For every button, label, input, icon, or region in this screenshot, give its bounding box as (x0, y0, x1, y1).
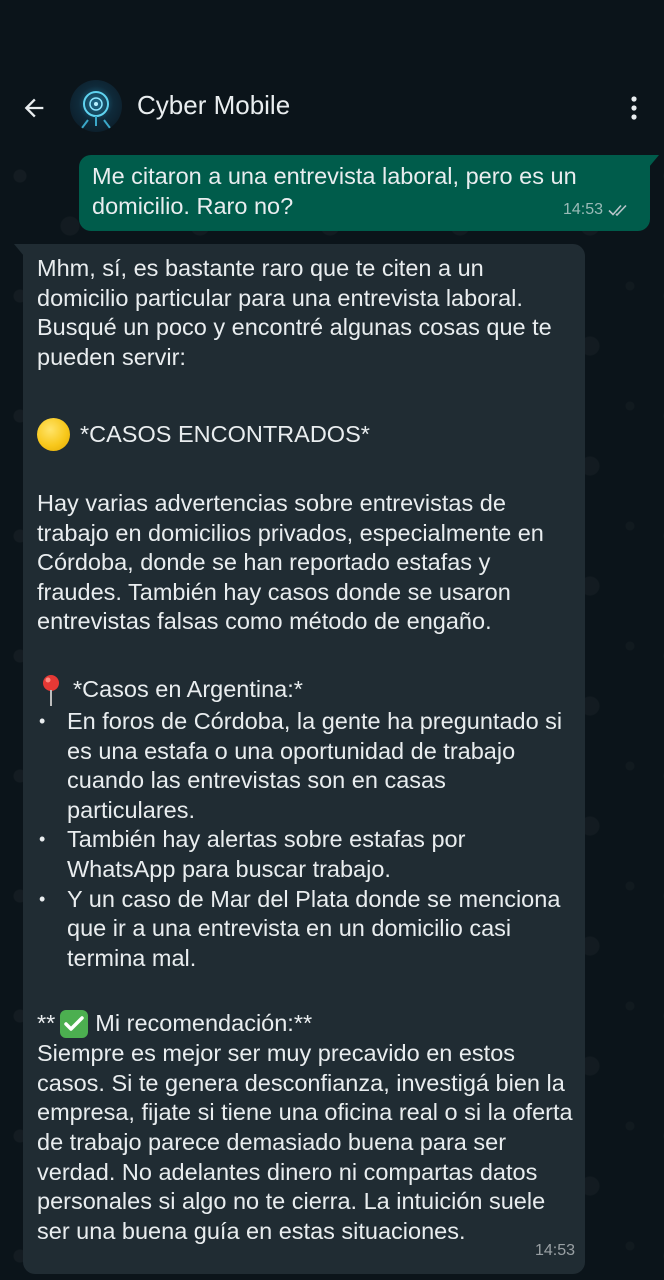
message-time: 14:53 (534, 1242, 575, 1260)
yellow-circle-icon (37, 418, 70, 451)
pushpin-icon (37, 673, 65, 707)
list-item: • En foros de Córdoba, la gente ha preguntado si es una estafa o una oportunidad de trabajo cuando las entrevistas son en casas particulares. (37, 707, 573, 825)
section1-body: Hay varias advertencias sobre entrevistas de trabajo en domicilios privados, especialmente en Córdoba, donde se han reportado estafas y fraudes. También hay casos donde se usaron entrevistas falsas como método de engaño. (37, 489, 544, 635)
section1-title: *CASOS ENCONTRADOS* (80, 420, 370, 447)
contact-name[interactable]: Cyber Mobile (137, 90, 291, 120)
section2-title: *Casos en Argentina:* (73, 676, 303, 703)
double-check-icon (608, 203, 630, 217)
back-arrow-icon[interactable] (20, 94, 48, 122)
section3-title: Mi recomendación:** (95, 1010, 313, 1037)
cases-list (37, 707, 573, 973)
bot-avatar-icon (70, 80, 122, 132)
more-vertical-icon[interactable] (622, 94, 646, 124)
section-heading-argentina (37, 673, 573, 707)
list-item: • Y un caso de Mar del Plata donde se menciona que ir a una entrevista en un domicilio casi termina mal. (37, 885, 573, 974)
outgoing-message-bubble[interactable] (79, 155, 650, 231)
list-item: • También hay alertas sobre estafas por WhatsApp para buscar trabajo. (37, 825, 573, 884)
section3-body: Siempre es mejor ser muy precavido en estos casos. Si te genera desconfianza, investigá bien la empresa, fijate si tiene una oficina real o si la oferta de trabajo parece demasiado buena para ser verdad. No adelantes dinero ni compartas datos personales si algo no te cierra. La intuición suele ser una buena guía en estas situaciones. (37, 1040, 573, 1244)
incoming-message-bubble[interactable] (23, 244, 585, 1274)
check-mark-button-icon (59, 1009, 89, 1039)
message-time: 14:53 (562, 201, 603, 219)
avatar[interactable] (70, 80, 122, 132)
message-meta (563, 195, 630, 225)
chat-header (0, 0, 664, 146)
outgoing-message-text: Me citaron a una entrevista laboral, pero es un domicilio. Raro no? (92, 163, 577, 219)
section-heading-cases (37, 418, 573, 451)
intro-text: Mhm, sí, es bastante raro que te citen a un domicilio particular para una entrevista laboral. Busqué un poco y encontré algunas cosas que te pueden servir: (37, 255, 552, 370)
section-heading-recommendation (37, 1009, 573, 1039)
section3-prefix: ** (37, 1010, 56, 1037)
